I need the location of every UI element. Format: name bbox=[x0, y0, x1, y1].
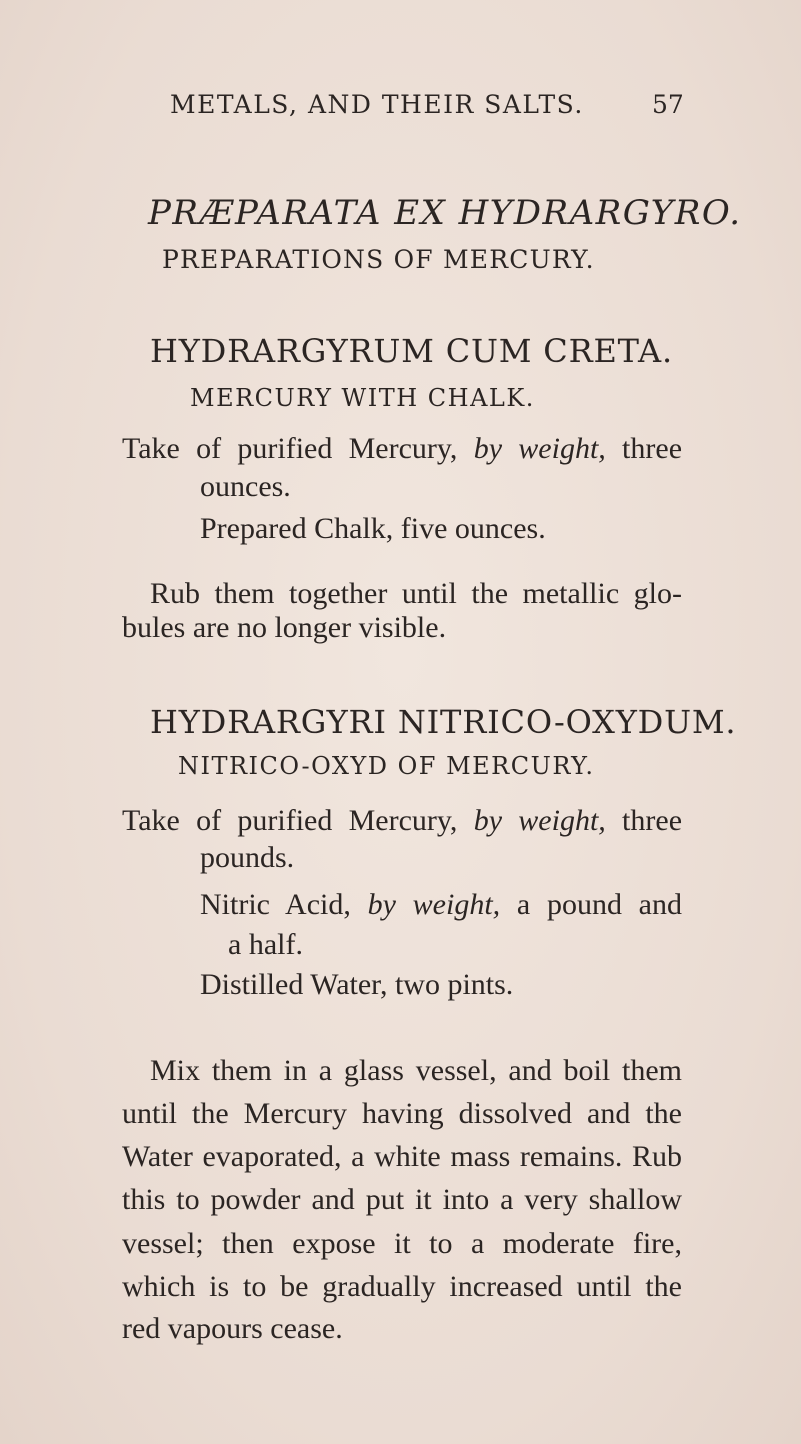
section-2-instruction-line: until the Mercury having dissolved and the bbox=[122, 1097, 682, 1130]
main-heading-english: PREPARATIONS OF MERCURY. bbox=[162, 245, 595, 274]
page-number: 57 bbox=[652, 90, 684, 119]
section-2-recipe-line: a half. bbox=[228, 928, 303, 961]
section-1-instruction-line: Rub them together until the metallic glo- bbox=[150, 577, 682, 610]
section-2-instruction-line: vessel; then expose it to a moderate fire, bbox=[122, 1227, 682, 1260]
section-2-recipe-line: Distilled Water, two pints. bbox=[200, 968, 514, 1001]
section-2-recipe-line: pounds. bbox=[200, 841, 295, 874]
section-2-instruction-line: which is to be gradually increased until the bbox=[122, 1270, 682, 1303]
section-2-instruction-line: Water evaporated, a white mass remains. Rub bbox=[122, 1140, 682, 1173]
recipe-text: Take of purified Mercury, bbox=[122, 804, 458, 837]
section-1-heading-english: MERCURY WITH CHALK. bbox=[190, 384, 535, 412]
recipe-italic: by weight, bbox=[367, 888, 501, 921]
recipe-text: Take of purified Mercury, bbox=[122, 432, 458, 465]
section-1-recipe-line: ounces. bbox=[200, 470, 291, 503]
main-heading-latin: PRÆPARATA EX HYDRARGYRO. bbox=[148, 193, 742, 233]
section-2-instruction-line: Mix them in a glass vessel, and boil them bbox=[150, 1054, 682, 1087]
recipe-italic: by weight, bbox=[473, 804, 606, 837]
recipe-text: three bbox=[622, 432, 683, 465]
section-2-instruction-line: this to powder and put it into a very shallow bbox=[122, 1183, 682, 1216]
section-2-recipe-line bbox=[200, 888, 682, 922]
recipe-text: Nitric Acid, bbox=[200, 888, 351, 921]
section-1-instruction-line: bules are no longer visible. bbox=[122, 611, 447, 644]
section-1-heading-latin: HYDRARGYRUM CUM CRETA. bbox=[150, 332, 673, 370]
section-2-recipe-line bbox=[122, 804, 682, 838]
recipe-italic: by weight, bbox=[473, 432, 606, 465]
section-2-instruction-line: red vapours cease. bbox=[122, 1312, 343, 1345]
section-1-recipe-line bbox=[122, 432, 682, 466]
recipe-text: a pound and bbox=[516, 888, 682, 921]
section-1-recipe-line: Prepared Chalk, five ounces. bbox=[200, 512, 546, 545]
recipe-text: three bbox=[622, 804, 683, 837]
section-2-heading-latin: HYDRARGYRI NITRICO-OXYDUM. bbox=[150, 703, 737, 741]
running-head: METALS, AND THEIR SALTS. bbox=[170, 90, 584, 119]
section-2-heading-english: NITRICO-OXYD OF MERCURY. bbox=[178, 752, 595, 780]
